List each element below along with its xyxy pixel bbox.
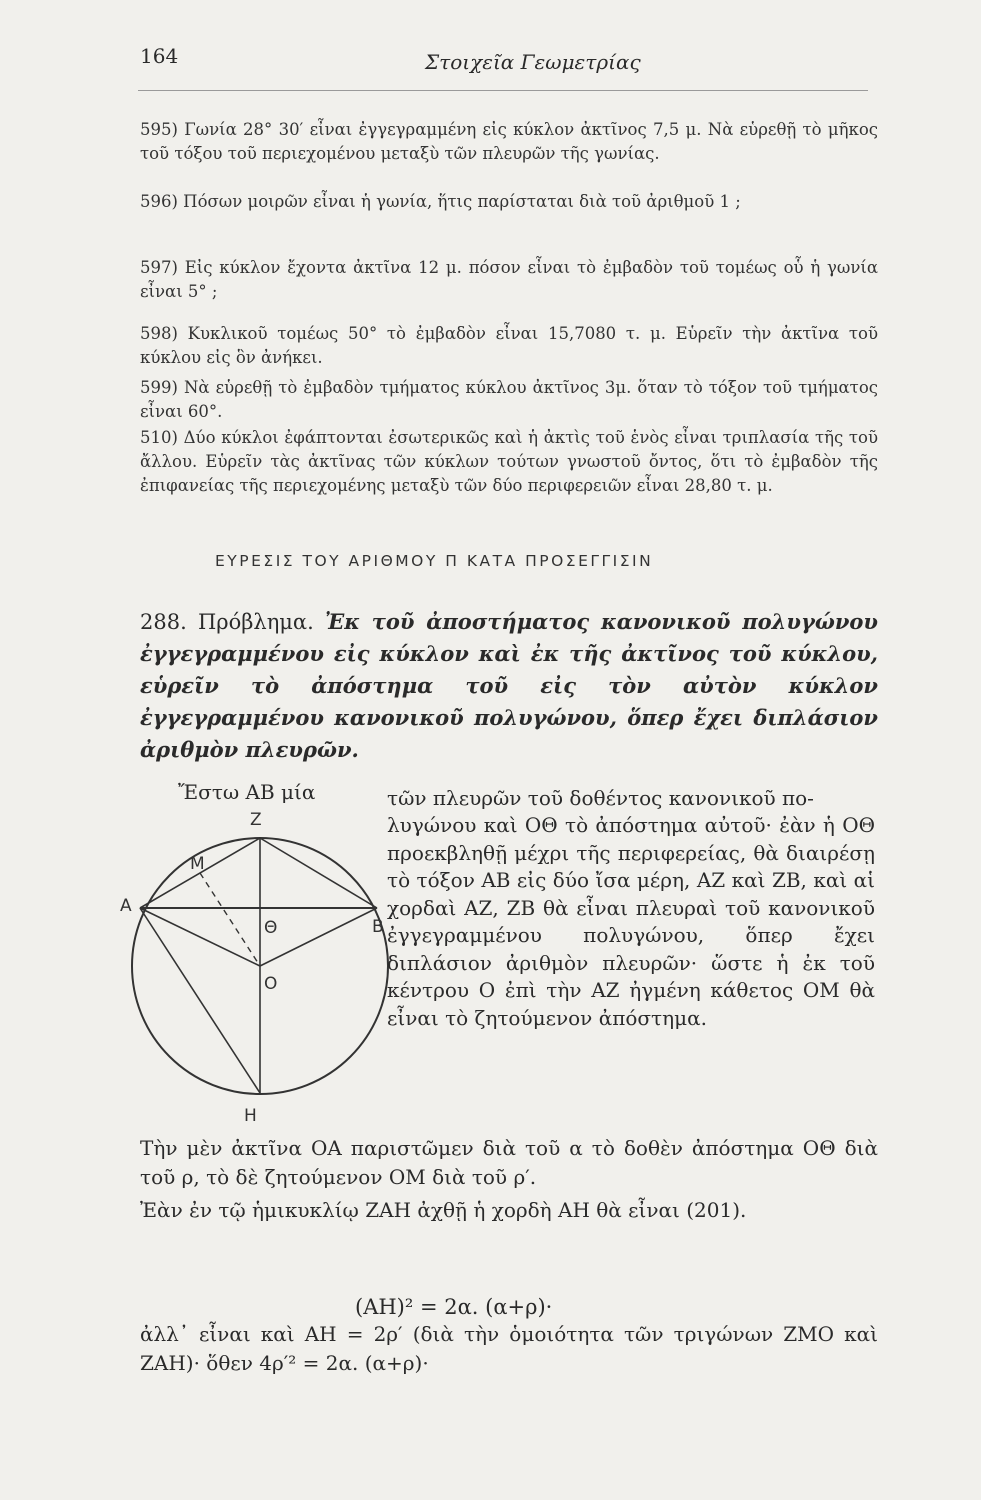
label-z: Z [250,810,262,830]
proof-paragraph-4: ἀλλ᾽ εἶναι καὶ ΑΗ = 2ρ′ (διὰ τὴν ὁμοιότητα τῶν τριγώνων ΖΜΟ καὶ ΖΑΗ)· ὅθεν 4ρ′² = 2α. (α+ρ)· [140,1322,878,1375]
proof-first-line-right: τῶν πλευρῶν τοῦ δοθέντος κανονικοῦ πο- [387,786,814,810]
problem-label: Πρόβλημα. [197,610,314,634]
header-rule [138,90,868,91]
proof-paragraph-3: Ἐὰν ἐν τῷ ἡμικυκλίῳ ΖΑΗ ἀχθῇ ἡ χορδὴ ΑΗ θὰ εἶναι (201). [140,1198,747,1222]
label-o: O [264,974,278,994]
equation-ah-squared: (ΑΗ)² = 2α. (α+ρ)· [355,1295,553,1319]
radius-ob [260,908,377,966]
label-h: H [244,1106,257,1125]
label-a: A [120,896,132,916]
exercise-597: 597) Εἰς κύκλον ἔχοντα ἀκτῖνα 12 μ. πόσον εἶναι τὸ ἐμβαδὸν τοῦ τομέως οὗ ἡ γωνία εἶναι 5° ; [140,258,878,301]
page-number: 164 [140,44,179,68]
proof-paragraph-2: Τὴν μὲν ἀκτῖνα ΟΑ παριστῶμεν διὰ τοῦ α τὸ δοθὲν ἀπόστημα ΟΘ διὰ τοῦ ρ, τὸ δὲ ζητούμενον ΟΜ διὰ τοῦ ρ′. [140,1136,878,1189]
proof-beside-figure: λυγώνου καὶ ΟΘ τὸ ἀπόστημα αὐτοῦ· ἐὰν ἡ ΟΘ προεκβληθῇ μέχρι τῆς περιφερείας, θὰ διαιρέσῃ τὸ τόξον ΑΒ εἰς δύο ἴσα μέρη, ΑΖ καὶ ΖΒ, καὶ αἱ χορδαὶ ΑΖ, ΖΒ θὰ εἶναι πλευραὶ τοῦ κανονικοῦ ἐγγεγραμμένου πολυγώνου, ὅπερ ἔχει διπλάσιον ἀριθμὸν πλευρῶν· ὥστε ἡ ἐκ τοῦ κέντρου Ο ἐπὶ τὴν ΑΖ ἠγμένη κάθετος ΟΜ θὰ εἶναι τὸ ζητούμενον ἀπόστημα. [387,813,875,1030]
exercise-598: 598) Κυκλικοῦ τομέως 50° τὸ ἐμβαδὸν εἶναι 15,7080 τ. μ. Εὑρεῖν τὴν ἀκτῖνα τοῦ κύκλου εἰς ὃν ἀνήκει. [140,324,878,367]
section-heading: ΕΥΡΕΣΙΣ ΤΟΥ ΑΡΙΘΜΟΥ Π ΚΑΤΑ ΠΡΟΣΕΓΓΙΣΙΝ [215,552,654,570]
problem-number: 288. [140,610,187,634]
chord-ah [140,908,260,1093]
label-b: B [372,917,384,937]
problem-288 [140,606,878,766]
running-title: Στοιχεῖα Γεωμετρίας [425,50,641,74]
exercise-599: 599) Νὰ εὑρεθῇ τὸ ἐμβαδὸν τμήματος κύκλου ἀκτῖνος 3μ. ὅταν τὸ τόξον τοῦ τμήματος εἶναι 60°. [140,378,878,421]
problem-statement: Ἐκ τοῦ ἀποστήματος κανονικοῦ πολυγώνου ἐγγεγραμμένου εἰς κύκλον καὶ ἐκ τῆς ἀκτῖνος τοῦ κύκλου, εὑρεῖν τὸ ἀπόστημα τοῦ εἰς τὸν αὐτὸν κύκλον ἐγγεγραμμένου κανονικοῦ πολυγώνου, ὅπερ ἔχει διπλάσιον ἀριθμὸν πλευρῶν. [140,609,878,762]
proof-first-line-left: Ἔστω ΑΒ μία [178,780,316,804]
exercise-510: 510) Δύο κύκλοι ἐφάπτονται ἐσωτερικῶς καὶ ἡ ἀκτὶς τοῦ ἑνὸς εἶναι τριπλασία τῆς τοῦ ἄλλου. Εὑρεῖν τὰς ἀκτῖνας τῶν κύκλων τούτων γνωστοῦ ὄντος, ὅτι τὸ ἐμβαδὸν τῆς ἐπιφανείας τῆς περιεχομένης μεταξὺ τῶν δύο περιφερειῶν εἶναι 28,80 τ. μ. [140,428,878,495]
label-theta: Θ [264,918,278,938]
exercise-596: 596) Πόσων μοιρῶν εἶναι ἡ γωνία, ἥτις παρίσταται διὰ τοῦ ἀριθμοῦ 1 ; [140,192,741,211]
chord-zb [260,838,377,908]
geometry-figure [110,795,390,1125]
label-m: M [190,854,205,874]
exercise-595: 595) Γωνία 28° 30′ εἶναι ἐγγεγραμμένη εἰς κύκλον ἀκτῖνος 7,5 μ. Νὰ εὑρεθῇ τὸ μῆκος τοῦ τόξου τοῦ περιεχομένου μεταξὺ τῶν πλευρῶν τῆς γωνίας. [140,120,878,163]
